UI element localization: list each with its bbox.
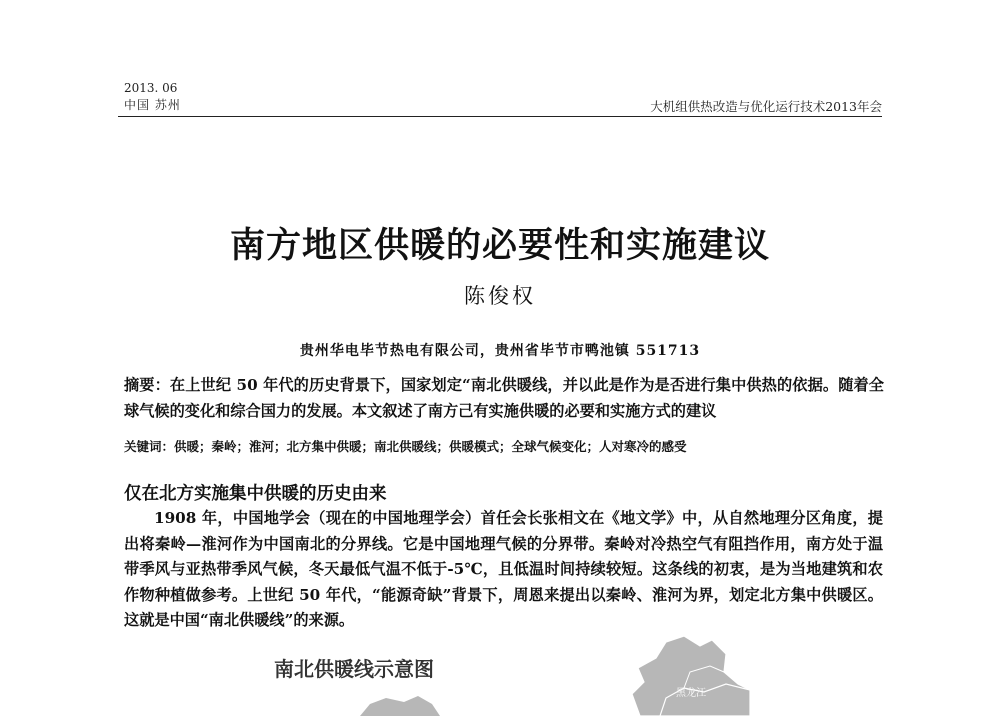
affiliation: 贵州华电毕节热电有限公司，贵州省毕节市鸭池镇 551713 (299, 343, 701, 359)
figure-caption: 南北供暖线示意图 (274, 657, 434, 681)
header-date: 2013. 06 (124, 81, 178, 95)
paper-title: 南方地区供暖的必要性和实施建议 (229, 226, 770, 266)
header-rule (118, 116, 882, 117)
map-heilongjiang-region (600, 632, 750, 716)
map-region-shape (632, 636, 750, 716)
author-name: 陈俊权 (464, 284, 536, 308)
map-label-heilongjiang: 黑龙江 (676, 688, 706, 699)
body-paragraph: 1908 年，中国地学会（现在的中国地理学会）首任会长张相文在《地文学》中，从自然地理分区角度，提出将秦岭—淮河作为中国南北的分界线。它是中国地理气候的分界带。秦岭对冷热空气有阻挡作用，南方处于温带季风与亚热带季风气候，冬天最低气温不低于-5℃，且低温时间持续较短。这条线的初衷，是为当地建筑和农作物种植做参考。上世纪 50 年代，“能源奇缺”背景下，周恩来提出以秦岭、淮河为界，划定北方集中供暖区。这就是中国“南北供暖线”的来源。 (124, 509, 883, 630)
section-heading: 仅在北方实施集中供暖的历史由来 (124, 484, 387, 504)
keywords: 关键词：供暖；秦岭；淮河；北方集中供暖；南北供暖线；供暖模式；全球气候变化；人对寒冷的感受 (124, 439, 687, 454)
map-fragment (360, 690, 440, 716)
header-conference: 大机组供热改造与优化运行技术2013年会 (650, 99, 882, 114)
header-place: 中国 苏州 (124, 98, 181, 112)
abstract: 摘要：在上世纪 50 年代的历史背景下，国家划定“南北供暖线，并以此是作为是否进行集中供热的依据。随着全球气候的变化和综合国力的发展。本文叙述了南方己有实施供暖的必要和实施方式的建议 (124, 376, 884, 420)
